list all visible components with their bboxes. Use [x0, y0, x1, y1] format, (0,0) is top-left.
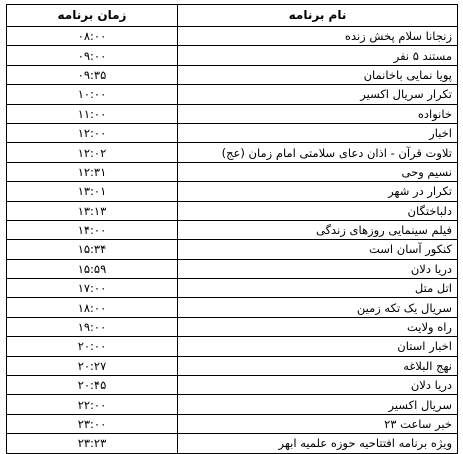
program-name: فیلم سینمایی روزهای زندگی: [178, 220, 458, 239]
program-name: تلاوت قرآن - اذان دعای سلامتی امام زمان (عج): [178, 143, 458, 162]
program-time: ۲۳:۰۰: [7, 414, 178, 433]
table-row: [7, 143, 458, 162]
program-name: سریال یک تکه زمین: [178, 298, 458, 317]
column-header-time: زمان برنامه: [7, 5, 178, 27]
program-name: دریا دلان: [178, 376, 458, 395]
program-time: ۱۷:۰۰: [7, 279, 178, 298]
table-row: [7, 356, 458, 375]
table-row: [7, 279, 458, 298]
program-name: دریا دلان: [178, 259, 458, 278]
program-time: ۱۳:۰۱: [7, 182, 178, 201]
table-row: [7, 376, 458, 395]
table-row: [7, 298, 458, 317]
program-name: نسیم وحی: [178, 162, 458, 181]
program-schedule-table: [6, 4, 458, 454]
program-time: ۱۴:۰۰: [7, 220, 178, 239]
table-row: [7, 337, 458, 356]
program-name: اخبار: [178, 123, 458, 142]
program-time: ۲۲:۰۰: [7, 395, 178, 414]
program-time: ۱۳:۱۳: [7, 201, 178, 220]
program-name: نهج البلاغه: [178, 356, 458, 375]
program-name: مستند ۵ نفر: [178, 46, 458, 65]
program-name: ویژه برنامه افتتاحیه حوزه علمیه ابهر: [178, 434, 458, 453]
table-row: [7, 162, 458, 181]
table-row: [7, 27, 458, 46]
program-time: ۲۰:۰۰: [7, 337, 178, 356]
program-time: ۲۰:۲۷: [7, 356, 178, 375]
program-time: ۱۹:۰۰: [7, 317, 178, 336]
program-name: خانواده: [178, 104, 458, 123]
program-time: ۱۰:۰۰: [7, 85, 178, 104]
table-row: [7, 434, 458, 453]
program-time: ۱۲:۳۱: [7, 162, 178, 181]
table-row: [7, 85, 458, 104]
column-header-name: نام برنامه: [178, 5, 458, 27]
table-row: [7, 123, 458, 142]
table-row: [7, 259, 458, 278]
table-row: [7, 240, 458, 259]
table-row: [7, 414, 458, 433]
program-time: ۰۸:۰۰: [7, 27, 178, 46]
program-time: ۱۸:۰۰: [7, 298, 178, 317]
table-row: [7, 317, 458, 336]
program-time: ۲۰:۴۵: [7, 376, 178, 395]
table-row: [7, 104, 458, 123]
program-name: اتل متل: [178, 279, 458, 298]
program-time: ۱۲:۰۰: [7, 123, 178, 142]
program-time: ۱۵:۵۹: [7, 259, 178, 278]
program-time: ۱۲:۰۲: [7, 143, 178, 162]
program-name: دلباختگان: [178, 201, 458, 220]
program-name: خبر ساعت ۲۳: [178, 414, 458, 433]
table-row: [7, 65, 458, 84]
table-row: [7, 46, 458, 65]
program-time: ۰۹:۰۰: [7, 46, 178, 65]
program-name: راه ولایت: [178, 317, 458, 336]
program-name: اخبار استان: [178, 337, 458, 356]
table-row: [7, 395, 458, 414]
table-row: [7, 201, 458, 220]
program-name: کنکور آسان است: [178, 240, 458, 259]
program-name: تکرار در شهر: [178, 182, 458, 201]
program-time: ۲۳:۲۳: [7, 434, 178, 453]
program-time: ۱۱:۰۰: [7, 104, 178, 123]
program-name: زنجانا سلام پخش زنده: [178, 27, 458, 46]
program-time: ۰۹:۳۵: [7, 65, 178, 84]
program-time: ۱۵:۳۴: [7, 240, 178, 259]
program-name: تکرار سریال اکسیر: [178, 85, 458, 104]
table-row: [7, 182, 458, 201]
program-name: پویا نمایی باخانمان: [178, 65, 458, 84]
table-row: [7, 220, 458, 239]
program-name: سریال اکسیر: [178, 395, 458, 414]
table-header-row: [7, 5, 458, 27]
